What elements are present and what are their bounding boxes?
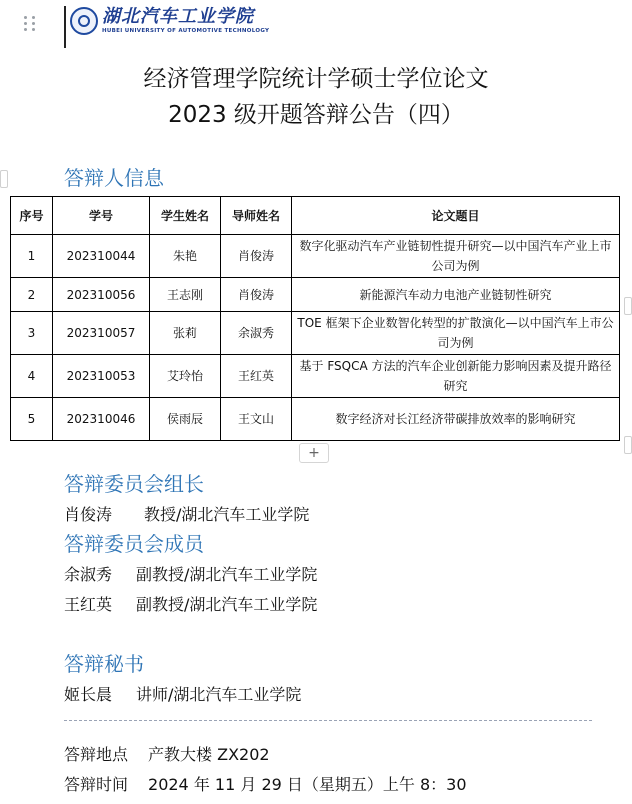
cell-thesis-title: TOE 框架下企业数智化转型的扩散演化—以中国汽车上市公司为例: [292, 312, 620, 355]
right-margin-marker-bottom: [624, 436, 632, 454]
cell-thesis-title: 基于 FSQCA 方法的汽车企业创新能力影响因素及提升路径研究: [292, 355, 620, 398]
add-row-button[interactable]: +: [299, 443, 329, 463]
dashed-divider: [64, 720, 592, 721]
cell-student-name: 侯雨辰: [150, 398, 221, 441]
cell-index: 1: [11, 235, 53, 278]
member-title: 副教授/湖北汽车工业学院: [136, 565, 318, 584]
member-name: 余淑秀: [64, 565, 113, 584]
section-chair-heading: 答辩委员会组长: [64, 472, 204, 496]
table-row: [11, 278, 620, 312]
cell-index: 3: [11, 312, 53, 355]
chair-entry: [64, 502, 309, 525]
time-value: 2024 年 11 月 29 日（星期五）上午 8：30: [148, 775, 467, 794]
secretary-title: 讲师/湖北汽车工业学院: [136, 685, 302, 704]
cell-thesis-title: 新能源汽车动力电池产业链韧性研究: [292, 278, 620, 312]
header-advisor: 导师姓名: [221, 197, 292, 235]
cell-student-name: 张莉: [150, 312, 221, 355]
venue-label: 答辩地点: [64, 745, 129, 764]
cell-student-id: 202310057: [53, 312, 150, 355]
school-logo: [70, 7, 269, 35]
venue-entry: [64, 742, 270, 765]
cell-index: 4: [11, 355, 53, 398]
table-row: [11, 355, 620, 398]
cell-student-id: 202310044: [53, 235, 150, 278]
school-name-en: HUBEI UNIVERSITY OF AUTOMOTIVE TECHNOLOGY: [102, 28, 270, 34]
left-margin-marker: [0, 170, 8, 188]
cell-advisor: 肖俊涛: [221, 278, 292, 312]
time-label: 答辩时间: [64, 775, 129, 794]
cell-advisor: 王红英: [221, 355, 292, 398]
section-info-heading: 答辩人信息: [64, 166, 164, 190]
header-divider: [64, 6, 66, 48]
cell-advisor: 王文山: [221, 398, 292, 441]
cell-advisor: 余淑秀: [221, 312, 292, 355]
table-row: [11, 312, 620, 355]
header-thesis-title: 论文题目: [292, 197, 620, 235]
cell-thesis-title: 数字经济对长江经济带碳排放效率的影响研究: [292, 398, 620, 441]
time-entry: [64, 772, 467, 795]
cell-student-name: 艾玲怡: [150, 355, 221, 398]
defense-info-table: [10, 196, 620, 441]
venue-value: 产教大楼 ZX202: [148, 745, 270, 764]
header-student-id: 学号: [53, 197, 150, 235]
right-margin-marker: [624, 297, 632, 315]
secretary-entry: [64, 682, 301, 705]
cell-student-id: 202310056: [53, 278, 150, 312]
page-title-line2: 2023 级开题答辩公告（四）: [168, 102, 464, 128]
table-header-row: [11, 197, 620, 235]
drag-handle-icon[interactable]: [24, 16, 36, 32]
chair-title: 教授/湖北汽车工业学院: [144, 505, 310, 524]
section-secretary-heading: 答辩秘书: [64, 652, 144, 676]
member-entry: [64, 592, 317, 615]
member-title: 副教授/湖北汽车工业学院: [136, 595, 318, 614]
cell-advisor: 肖俊涛: [221, 235, 292, 278]
member-entry: [64, 562, 317, 585]
section-members-heading: 答辩委员会成员: [64, 532, 204, 556]
cell-student-name: 王志刚: [150, 278, 221, 312]
school-seal-icon: [70, 7, 98, 35]
chair-name: 肖俊涛: [64, 505, 113, 524]
page-title-line1: 经济管理学院统计学硕士学位论文: [143, 66, 489, 92]
table-row: [11, 235, 620, 278]
cell-index: 5: [11, 398, 53, 441]
secretary-name: 姬长晨: [64, 685, 113, 704]
cell-student-id: 202310053: [53, 355, 150, 398]
header-student-name: 学生姓名: [150, 197, 221, 235]
school-name-cn: 湖北汽车工业学院: [102, 6, 254, 27]
cell-student-id: 202310046: [53, 398, 150, 441]
cell-student-name: 朱艳: [150, 235, 221, 278]
cell-thesis-title: 数字化驱动汽车产业链韧性提升研究—以中国汽车产业上市公司为例: [292, 235, 620, 278]
cell-index: 2: [11, 278, 53, 312]
header-index: 序号: [11, 197, 53, 235]
table-row: [11, 398, 620, 441]
member-name: 王红英: [64, 595, 113, 614]
